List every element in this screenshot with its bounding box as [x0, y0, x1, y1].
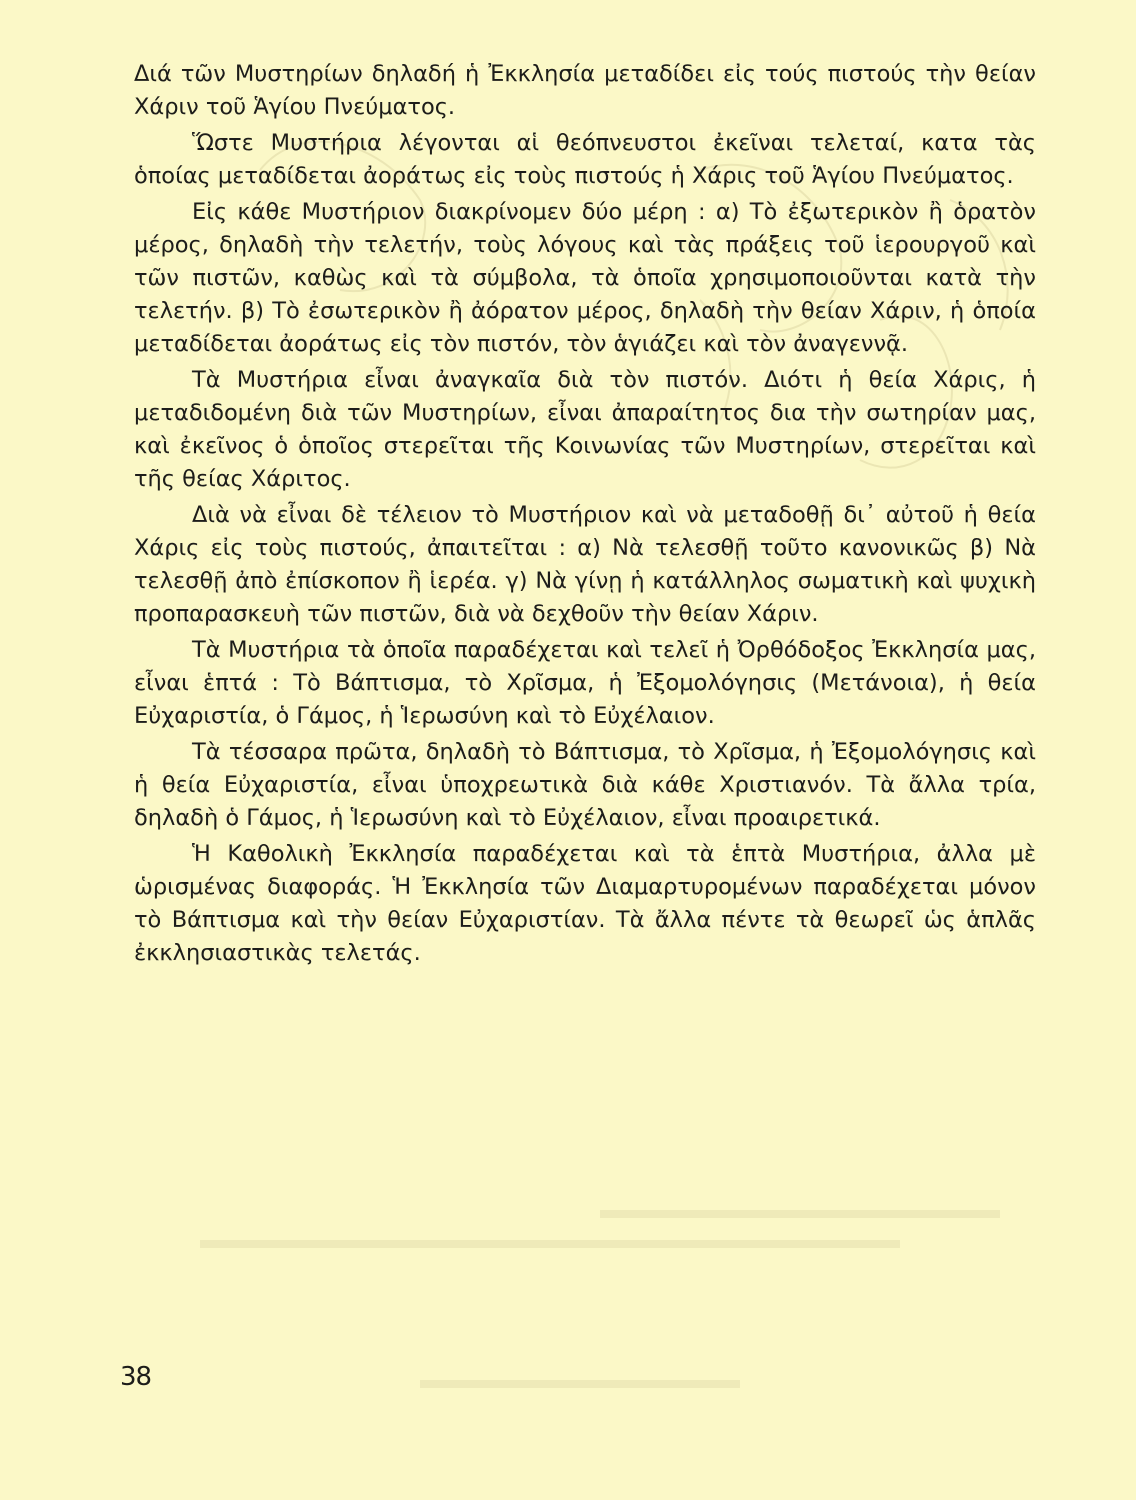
- paragraph-3: Εἰς κάθε Μυστήριον διακρίνομεν δύο μέρη : α) Τὸ ἐξωτερικὸν ἢ ὁρατὸν μέρος, δηλαδὴ τὴν τελετήν, τοὺς λόγους καὶ τὰς πράξεις τοῦ ἱερουργοῦ καὶ τῶν πιστῶν, καθὼς καὶ τὰ σύμβολα, τὰ ὁποῖα χρησιμοποιοῦνται κατὰ τὴν τελετήν. β) Τὸ ἐσωτερικὸν ἢ ἀόρατον μέρος, δηλαδὴ τὴν θείαν Χάριν, ἡ ὁποία μεταδίδεται ἀοράτως εἰς τὸν πιστόν, τὸν ἁγιάζει καὶ τὸν ἀναγεννᾷ.: [134, 199, 1036, 357]
- body-text: [134, 58, 1036, 973]
- paragraph-7: Τὰ τέσσαρα πρῶτα, δηλαδὴ τὸ Βάπτισμα, τὸ Χρῖσμα, ἡ Ἐξομολόγησις καὶ ἡ θεία Εὐχαριστία, εἶναι ὑποχρεωτικὰ διὰ κάθε Χριστιανόν. Τὰ ἄλλα τρία, δηλαδὴ ὁ Γάμος, ἡ Ἱερωσύνη καὶ τὸ Εὐχέλαιον, εἶναι προαιρετικά.: [134, 739, 1036, 831]
- paragraph-4: Τὰ Μυστήρια εἶναι ἀναγκαῖα διὰ τὸν πιστόν. Διότι ἡ θεία Χάρις, ἡ μεταδιδομένη διὰ τῶν Μυστηρίων, εἶναι ἀπαραίτητος δια τὴν σωτηρίαν μας, καὶ ἐκεῖνος ὁ ὁποῖος στερεῖται τῆς Κοινωνίας τῶν Μυστηρίων, στερεῖται καὶ τῆς θείας Χάριτος.: [134, 367, 1036, 492]
- paragraph-6: Τὰ Μυστήρια τὰ ὁποῖα παραδέχεται καὶ τελεῖ ἡ Ὀρθόδοξος Ἐκκλησία μας, εἶναι ἑπτά : Τὸ Βάπτισμα, τὸ Χρῖσμα, ἡ Ἐξομολόγησις (Μετάνοια), ἡ θεία Εὐχαριστία, ὁ Γάμος, ἡ Ἱερωσύνη καὶ τὸ Εὐχέλαιον.: [134, 637, 1036, 729]
- paragraph-2: Ὥστε Μυστήρια λέγονται αἱ θεόπνευστοι ἐκεῖναι τελεταί, κατα τὰς ὁποίας μεταδίδεται ἀοράτως εἰς τοὺς πιστούς ἡ Χάρις τοῦ Ἁγίου Πνεύματος.: [134, 130, 1036, 189]
- page-number: 38: [120, 1362, 152, 1392]
- paragraph-8: Ἡ Καθολικὴ Ἐκκλησία παραδέχεται καὶ τὰ ἑπτὰ Μυστήρια, ἀλλα μὲ ὡρισμένας διαφοράς. Ἡ Ἐκκλησία τῶν Διαμαρτυρομένων παραδέχεται μόνον τὸ Βάπτισμα καὶ τὴν θείαν Εὐχαριστίαν. Τὰ ἄλλα πέντε τὰ θεωρεῖ ὡς ἁπλᾶς ἐκκλησιαστικὰς τελετάς.: [134, 841, 1036, 966]
- paragraph-5: Διὰ νὰ εἶναι δὲ τέλειον τὸ Μυστήριον καὶ νὰ μεταδοθῇ δι᾽ αὐτοῦ ἡ θεία Χάρις εἰς τοὺς πιστούς, ἀπαιτεῖται : α) Νὰ τελεσθῇ τοῦτο κανονικῶς β) Νὰ τελεσθῇ ἀπὸ ἐπίσκοπον ἢ ἱερέα. γ) Νὰ γίνῃ ἡ κατάλληλος σωματικὴ καὶ ψυχικὴ προπαρασκευὴ τῶν πιστῶν, διὰ νὰ δεχθοῦν τὴν θείαν Χάριν.: [134, 502, 1036, 627]
- paragraph-1: Διά τῶν Μυστηρίων δηλαδή ἡ Ἐκκλησία μεταδίδει εἰς τούς πιστούς τὴν θείαν Χάριν τοῦ Ἁγίου Πνεύματος.: [134, 61, 1036, 120]
